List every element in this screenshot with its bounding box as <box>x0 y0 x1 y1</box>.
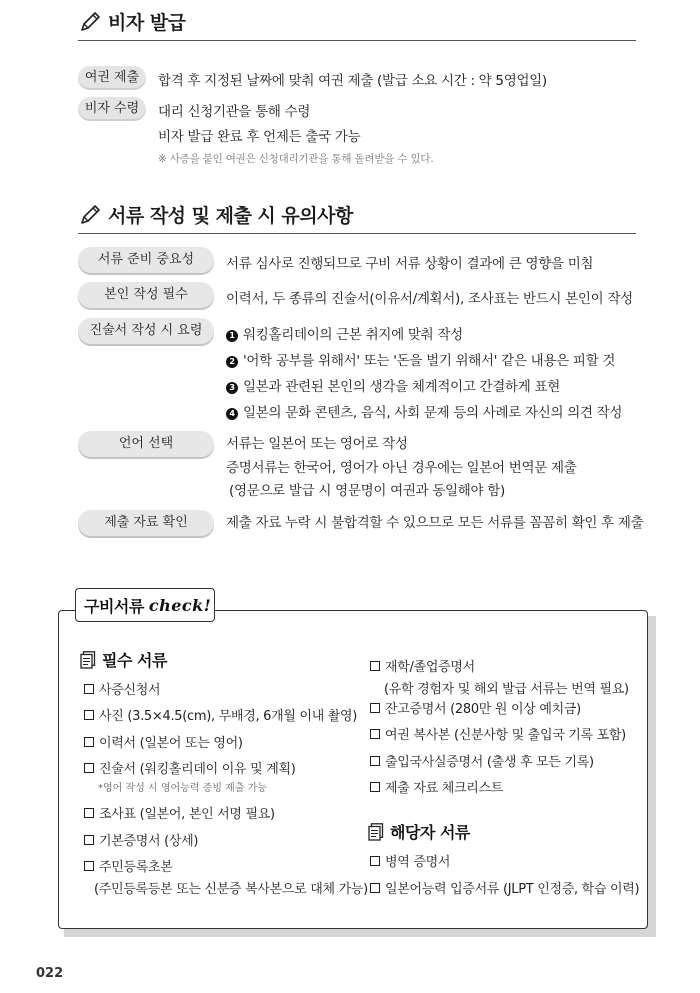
checkbox-icon <box>84 835 94 845</box>
checklist-item-text: 일본어능력 입증서류 (JLPT 인정증, 학습 이력) <box>385 882 640 897</box>
label-check-submit: 제출 자료 확인 <box>78 510 214 536</box>
section-title-docs <box>78 201 353 228</box>
section-title-visa <box>78 8 186 35</box>
checkbox-icon <box>84 808 94 818</box>
checklist-item <box>370 777 503 796</box>
checkbox-icon <box>84 861 94 871</box>
pencil-icon <box>78 203 102 227</box>
checklist-item <box>84 856 173 875</box>
checklist-item <box>84 679 160 698</box>
section-title-text: 비자 발급 <box>108 12 186 34</box>
label-visa-receive: 비자 수령 <box>78 97 146 121</box>
checklist-item-text: 제출 자료 체크리스트 <box>385 781 503 796</box>
checklist-note: *영어 작성 시 영어능력 증빙 제출 가능 <box>98 783 267 794</box>
checkbox-icon <box>370 661 380 671</box>
number-badge: 4 <box>226 408 238 420</box>
docs-text: 서류 심사로 진행되므로 구비 서류 상황이 결과에 큰 영향을 미침 <box>226 256 594 272</box>
document-icon <box>368 823 384 841</box>
page-number: 022 <box>36 966 64 981</box>
checklist-item <box>370 878 639 897</box>
checklist-item <box>84 803 275 822</box>
checkbox-icon <box>84 737 94 747</box>
checklist-item <box>370 698 581 717</box>
number-badge: 3 <box>226 382 238 394</box>
checklist-item-text: 잔고증명서 (280만 원 이상 예치금) <box>385 702 581 717</box>
section-title-text: 서류 작성 및 제출 시 유의사항 <box>108 205 353 227</box>
checkbox-icon <box>84 763 94 773</box>
visa-note: ※ 사증을 붙인 여권은 신청대리기관을 통해 돌려받을 수 있다. <box>158 153 434 165</box>
checklist-item-text: 이력서 (일본어 또는 영어) <box>99 736 243 751</box>
checkbox-icon <box>370 729 380 739</box>
tip-item <box>226 401 622 421</box>
checklist-item-text: 재학/졸업증명서 <box>385 660 475 675</box>
checkbox-icon <box>84 684 94 694</box>
divider <box>78 233 636 234</box>
checkbox-icon <box>370 703 380 713</box>
tip-item <box>226 375 560 395</box>
checklist-item <box>370 751 594 770</box>
tip-text: 일본과 관련된 본인의 생각을 체계적이고 간결하게 표현 <box>243 379 560 395</box>
applicable-heading <box>368 820 470 843</box>
tip-item <box>226 349 615 369</box>
visa-text: 대리 신청기관을 통해 수령 <box>158 104 311 120</box>
required-heading <box>80 648 167 671</box>
required-heading-text: 필수 서류 <box>102 651 167 670</box>
number-badge: 2 <box>226 356 238 368</box>
checklist-item-text: 사진 (3.5×4.5(cm), 무배경, 6개월 이내 촬영) <box>99 709 358 724</box>
checkbox-icon <box>84 710 94 720</box>
tip-text: 일본의 문화 콘텐츠, 음식, 사회 문제 등의 사례로 자신의 의견 작성 <box>243 405 623 421</box>
visa-text: 합격 후 지정된 날짜에 맞춰 여권 제출 (발급 소요 시간 : 약 5영업일) <box>158 73 547 89</box>
checkbox-icon <box>370 782 380 792</box>
visa-text: 비자 발급 완료 후 언제든 출국 가능 <box>158 129 361 145</box>
checklist-item <box>84 830 198 849</box>
checklist-subtext: (주민등록등본 또는 신분증 복사본으로 대체 가능) <box>94 882 368 897</box>
checklist-item-text: 기본증명서 (상세) <box>99 834 199 849</box>
checklist-item-text: 사증신청서 <box>99 683 161 698</box>
label-statement-tips: 진술서 작성 시 요령 <box>78 318 214 344</box>
docs-text: (영문으로 발급 시 영문명이 여권과 동일해야 함) <box>229 483 505 499</box>
checklist-item-text: 진술서 (워킹홀리데이 이유 및 계획) <box>99 762 296 777</box>
tip-item <box>226 323 463 343</box>
docs-text: 서류는 일본어 또는 영어로 작성 <box>226 436 408 452</box>
checklist-item <box>370 724 626 743</box>
checklist-label-ko: 구비서류 <box>84 596 144 616</box>
docs-text: 제출 자료 누락 시 불합격할 수 있으므로 모든 서류를 꼼꼼히 확인 후 제출 <box>226 515 644 531</box>
label-language: 언어 선택 <box>78 431 214 457</box>
checklist-item <box>84 732 243 751</box>
checklist-item-text: 여권 복사본 (신분사항 및 출입국 기록 포함) <box>385 728 626 743</box>
checkbox-icon <box>370 883 380 893</box>
checkbox-icon <box>370 856 380 866</box>
tip-text: 워킹홀리데이의 근본 취지에 맞춰 작성 <box>243 327 463 343</box>
checklist-label <box>75 588 215 622</box>
checklist-item-text: 조사표 (일본어, 본인 서명 필요) <box>99 807 275 822</box>
label-self-write: 본인 작성 필수 <box>78 282 214 308</box>
checklist-item-text: 주민등록초본 <box>99 860 173 875</box>
checklist-label-en: check! <box>148 595 212 615</box>
divider <box>78 40 636 41</box>
checklist-item <box>84 705 357 724</box>
document-icon <box>80 651 96 669</box>
label-passport-submit: 여권 제출 <box>78 66 146 90</box>
checklist-item <box>84 758 296 777</box>
docs-text: 이력서, 두 종류의 진술서(이유서/계획서), 조사표는 반드시 본인이 작성 <box>226 291 633 307</box>
checklist-item-text: 병역 증명서 <box>385 855 451 870</box>
number-badge: 1 <box>226 330 238 342</box>
checklist-item <box>370 851 450 870</box>
pencil-icon <box>78 10 102 34</box>
docs-text: 증명서류는 한국어, 영어가 아닌 경우에는 일본어 번역문 제출 <box>226 460 577 476</box>
applicable-heading-text: 해당자 서류 <box>390 823 470 842</box>
label-importance: 서류 준비 중요성 <box>78 247 214 273</box>
checklist-item <box>370 656 475 675</box>
checkbox-icon <box>370 756 380 766</box>
tip-text: '어학 공부를 위해서' 또는 '돈을 벌기 위해서' 같은 내용은 피할 것 <box>243 353 616 369</box>
checklist-item-text: 출입국사실증명서 (출생 후 모든 기록) <box>385 755 594 770</box>
checklist-subtext: (유학 경험자 및 해외 발급 서류는 번역 필요) <box>384 682 629 697</box>
